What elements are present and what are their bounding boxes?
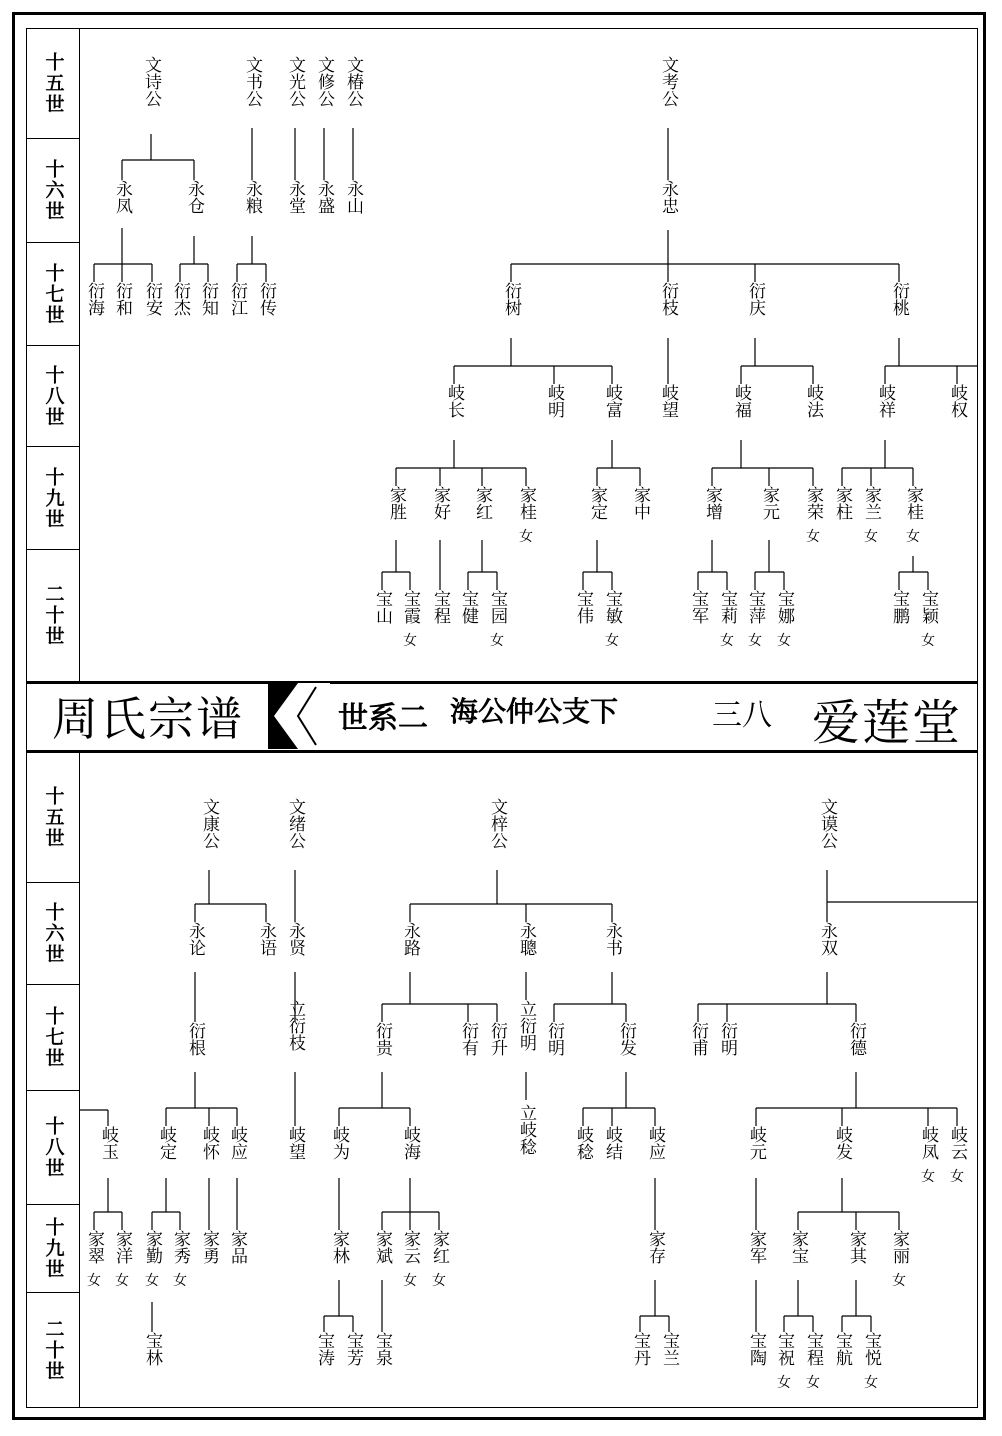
person-top-g18-1 xyxy=(542,384,566,425)
person-name: 衍树 xyxy=(501,282,521,316)
person-name: 家其 xyxy=(846,1230,866,1264)
person-name: 永语 xyxy=(256,922,276,956)
female-mark: 女 xyxy=(892,1273,906,1289)
person-name: 宝芳 xyxy=(343,1332,363,1366)
person-bottom-g18-8 xyxy=(571,1126,595,1167)
person-name: 衍贵 xyxy=(372,1022,392,1056)
person-bottom-g18-1 xyxy=(154,1126,178,1167)
person-name: 宝伟 xyxy=(573,590,593,624)
person-bottom-g18-6 xyxy=(398,1126,422,1167)
person-bottom-g19-14 xyxy=(887,1230,911,1291)
female-mark: 女 xyxy=(777,633,791,649)
person-name: 立衍枝 xyxy=(285,1000,305,1051)
person-top-g15-0 xyxy=(139,56,163,114)
person-bottom-g19-12 xyxy=(786,1230,810,1271)
person-name: 宝莉 xyxy=(717,590,737,624)
person-name: 文椿公 xyxy=(343,56,363,107)
person-name: 文梓公 xyxy=(487,798,507,849)
person-top-g20-4 xyxy=(485,590,509,651)
book-title: 周氏宗谱 xyxy=(52,692,244,746)
person-bottom-g20-0 xyxy=(140,1332,164,1373)
person-top-g17-5 xyxy=(225,282,249,323)
person-top-g16-1 xyxy=(182,180,206,221)
person-top-g20-7 xyxy=(686,590,710,631)
female-mark: 女 xyxy=(403,633,417,649)
person-name: 宝林 xyxy=(142,1332,162,1366)
female-mark: 女 xyxy=(864,529,878,545)
person-top-g20-11 xyxy=(887,590,911,631)
person-bottom-g20-8 xyxy=(801,1332,825,1393)
person-bottom-g18-3 xyxy=(225,1126,249,1167)
person-name: 衍根 xyxy=(185,1022,205,1056)
person-bottom-g16-5 xyxy=(600,922,624,963)
person-top-g17-3 xyxy=(168,282,192,323)
person-top-g19-0 xyxy=(384,486,408,527)
person-name: 家胜 xyxy=(386,486,406,520)
person-top-g18-2 xyxy=(600,384,624,425)
person-top-g19-8 xyxy=(801,486,825,547)
gen-label-16: 十六世 xyxy=(27,883,79,985)
person-bottom-g20-9 xyxy=(830,1332,854,1373)
person-bottom-g17-8 xyxy=(686,1022,710,1063)
gen-label-15: 十五世 xyxy=(27,29,79,139)
person-name: 永忠 xyxy=(658,180,678,214)
person-name: 岐望 xyxy=(285,1126,305,1160)
person-bottom-g19-9 xyxy=(427,1230,451,1291)
person-top-g19-5 xyxy=(628,486,652,527)
person-bottom-g20-1 xyxy=(312,1332,336,1373)
gen-label-19: 十九世 xyxy=(27,447,79,550)
person-top-g19-9 xyxy=(830,486,854,527)
person-name: 永粮 xyxy=(242,180,262,214)
person-name: 文诗公 xyxy=(141,56,161,107)
person-name: 岐应 xyxy=(645,1126,665,1160)
person-name: 文考公 xyxy=(658,56,678,107)
gen-label-20: 二十世 xyxy=(42,1318,65,1382)
person-name: 岐明 xyxy=(544,384,564,418)
person-bottom-g18-13 xyxy=(916,1126,940,1187)
person-top-g15-3 xyxy=(312,56,336,114)
person-name: 宝悦 xyxy=(861,1332,881,1366)
gen-label-15: 十五世 xyxy=(27,753,79,883)
person-name: 岐玉 xyxy=(98,1126,118,1160)
person-bottom-g19-10 xyxy=(643,1230,667,1271)
gen-label-18: 十八世 xyxy=(27,346,79,447)
gen-label-20: 二十世 xyxy=(42,584,65,647)
person-name: 岐云 xyxy=(947,1126,967,1160)
person-top-g20-9 xyxy=(743,590,767,651)
female-mark: 女 xyxy=(906,529,920,545)
person-name: 家定 xyxy=(587,486,607,520)
person-bottom-g19-8 xyxy=(398,1230,422,1291)
person-bottom-g18-2 xyxy=(197,1126,221,1167)
person-name: 宝兰 xyxy=(659,1332,679,1366)
person-top-g20-3 xyxy=(456,590,480,631)
person-bottom-g17-9 xyxy=(715,1022,739,1063)
person-name: 文绪公 xyxy=(285,798,305,849)
female-mark: 女 xyxy=(777,1375,791,1391)
person-name: 宝健 xyxy=(458,590,478,624)
person-top-g16-2 xyxy=(240,180,264,221)
person-name: 家中 xyxy=(630,486,650,520)
person-name: 家翠 xyxy=(84,1230,104,1264)
person-bottom-g18-7 xyxy=(514,1104,538,1162)
person-name: 家林 xyxy=(329,1230,349,1264)
person-top-g16-4 xyxy=(312,180,336,221)
person-name: 衍安 xyxy=(142,282,162,316)
female-mark: 女 xyxy=(950,1169,964,1185)
person-name: 文书公 xyxy=(242,56,262,107)
person-bottom-g18-9 xyxy=(600,1126,624,1167)
person-name: 宝程 xyxy=(803,1332,823,1366)
person-name: 永仓 xyxy=(184,180,204,214)
hall-name: 爱莲堂 xyxy=(812,695,963,751)
person-top-g15-5 xyxy=(656,56,680,114)
person-bottom-g17-4 xyxy=(485,1022,509,1063)
person-name: 宝山 xyxy=(372,590,392,624)
person-name: 宝园 xyxy=(487,590,507,624)
person-top-g20-6 xyxy=(600,590,624,651)
person-name: 宝丹 xyxy=(630,1332,650,1366)
person-bottom-g19-0 xyxy=(82,1230,106,1291)
person-name: 家秀 xyxy=(170,1230,190,1264)
person-name: 岐稔 xyxy=(573,1126,593,1160)
person-name: 衍庆 xyxy=(745,282,765,316)
person-name: 家斌 xyxy=(372,1230,392,1264)
person-bottom-g16-2 xyxy=(283,922,307,963)
person-top-g16-5 xyxy=(341,180,365,221)
person-top-g16-0 xyxy=(110,180,134,221)
person-bottom-g18-4 xyxy=(283,1126,307,1167)
person-bottom-g15-3 xyxy=(815,798,839,856)
gen-label-17: 十七世 xyxy=(27,243,79,346)
person-bottom-g19-13 xyxy=(844,1230,868,1271)
person-top-g17-0 xyxy=(82,282,106,323)
female-mark: 女 xyxy=(748,633,762,649)
person-name: 文康公 xyxy=(199,798,219,849)
person-top-g20-12 xyxy=(916,590,940,651)
person-name: 文谟公 xyxy=(817,798,837,849)
person-name: 家勤 xyxy=(142,1230,162,1264)
person-bottom-g16-6 xyxy=(815,922,839,963)
female-mark: 女 xyxy=(720,633,734,649)
person-name: 宝泉 xyxy=(372,1332,392,1366)
person-top-g17-7 xyxy=(499,282,523,323)
person-top-g15-4 xyxy=(341,56,365,114)
person-bottom-g16-3 xyxy=(398,922,422,963)
person-name: 永贤 xyxy=(285,922,305,956)
person-name: 永盛 xyxy=(314,180,334,214)
person-name: 家红 xyxy=(429,1230,449,1264)
person-bottom-g19-6 xyxy=(327,1230,351,1271)
person-bottom-g15-0 xyxy=(197,798,221,856)
person-name: 家桂 xyxy=(516,486,536,520)
person-bottom-g18-12 xyxy=(830,1126,854,1167)
person-name: 衍明 xyxy=(544,1022,564,1056)
person-name: 衍海 xyxy=(84,282,104,316)
person-top-g19-2 xyxy=(470,486,494,527)
person-bottom-g15-2 xyxy=(485,798,509,856)
person-top-g16-6 xyxy=(656,180,680,221)
person-name: 宝航 xyxy=(832,1332,852,1366)
person-bottom-g16-4 xyxy=(514,922,538,963)
person-name: 衍和 xyxy=(112,282,132,316)
person-top-g17-8 xyxy=(656,282,680,323)
person-bottom-g17-1 xyxy=(283,1000,307,1058)
person-top-g17-10 xyxy=(887,282,911,323)
person-top-g17-4 xyxy=(196,282,220,323)
female-mark: 女 xyxy=(806,1375,820,1391)
person-bottom-g18-5 xyxy=(327,1126,351,1167)
person-bottom-g18-10 xyxy=(643,1126,667,1167)
person-bottom-g20-7 xyxy=(772,1332,796,1393)
person-name: 家军 xyxy=(746,1230,766,1264)
female-mark: 女 xyxy=(490,633,504,649)
person-top-g20-10 xyxy=(772,590,796,651)
person-name: 衍传 xyxy=(256,282,276,316)
person-name: 家宝 xyxy=(788,1230,808,1264)
person-name: 宝萍 xyxy=(745,590,765,624)
person-name: 衍发 xyxy=(616,1022,636,1056)
person-name: 宝涛 xyxy=(314,1332,334,1366)
female-mark: 女 xyxy=(173,1273,187,1289)
person-name: 衍杰 xyxy=(170,282,190,316)
person-top-g20-8 xyxy=(715,590,739,651)
gen-label-16: 十六世 xyxy=(27,139,79,243)
person-name: 岐应 xyxy=(227,1126,247,1160)
person-top-g15-2 xyxy=(283,56,307,114)
person-name: 宝霞 xyxy=(400,590,420,624)
person-name: 宝鹏 xyxy=(889,590,909,624)
person-name: 宝颖 xyxy=(918,590,938,624)
person-name: 永双 xyxy=(817,922,837,956)
person-name: 家品 xyxy=(227,1230,247,1264)
person-bottom-g19-7 xyxy=(370,1230,394,1271)
person-name: 岐福 xyxy=(731,384,751,418)
person-name: 家红 xyxy=(472,486,492,520)
person-name: 永堂 xyxy=(285,180,305,214)
person-name: 家兰 xyxy=(861,486,881,520)
person-name: 宝军 xyxy=(688,590,708,624)
female-mark: 女 xyxy=(403,1273,417,1289)
person-top-g18-5 xyxy=(801,384,825,425)
person-bottom-g17-6 xyxy=(542,1022,566,1063)
person-bottom-g19-1 xyxy=(110,1230,134,1291)
person-name: 家丽 xyxy=(889,1230,909,1264)
person-name: 岐结 xyxy=(602,1126,622,1160)
person-top-g16-3 xyxy=(283,180,307,221)
person-top-g19-3 xyxy=(514,486,538,547)
person-name: 岐祥 xyxy=(875,384,895,418)
person-name: 衍明 xyxy=(717,1022,737,1056)
person-name: 岐定 xyxy=(156,1126,176,1160)
page-number: 三八 xyxy=(712,698,772,733)
person-name: 永路 xyxy=(400,922,420,956)
person-top-g17-1 xyxy=(110,282,134,323)
person-bottom-g20-3 xyxy=(370,1332,394,1373)
person-name: 宝祝 xyxy=(774,1332,794,1366)
person-bottom-g16-1 xyxy=(254,922,278,963)
person-top-g18-3 xyxy=(656,384,680,425)
person-name: 衍有 xyxy=(458,1022,478,1056)
person-top-g17-6 xyxy=(254,282,278,323)
person-top-g20-2 xyxy=(428,590,452,631)
person-name: 家增 xyxy=(702,486,722,520)
female-mark: 女 xyxy=(115,1273,129,1289)
female-mark: 女 xyxy=(605,633,619,649)
person-bottom-g18-11 xyxy=(744,1126,768,1167)
person-bottom-g17-7 xyxy=(614,1022,638,1063)
person-top-g15-1 xyxy=(240,56,264,114)
person-name: 岐权 xyxy=(947,384,967,418)
person-top-g19-10 xyxy=(859,486,883,547)
person-bottom-g17-2 xyxy=(370,1022,394,1063)
person-bottom-g19-2 xyxy=(140,1230,164,1291)
person-top-g19-4 xyxy=(585,486,609,527)
person-top-g18-6 xyxy=(873,384,897,425)
person-top-g20-5 xyxy=(571,590,595,631)
person-name: 文光公 xyxy=(285,56,305,107)
person-top-g18-7 xyxy=(945,384,969,425)
person-top-g19-1 xyxy=(428,486,452,527)
person-name: 岐长 xyxy=(444,384,464,418)
person-name: 家柱 xyxy=(832,486,852,520)
person-bottom-g17-0 xyxy=(183,1022,207,1063)
person-top-g18-0 xyxy=(442,384,466,425)
gen-label-18: 十八世 xyxy=(27,1091,79,1205)
person-name: 永山 xyxy=(343,180,363,214)
person-name: 家勇 xyxy=(199,1230,219,1264)
gen-label-17: 十七世 xyxy=(27,985,79,1091)
section-label: 世系二 xyxy=(338,701,428,736)
person-name: 岐海 xyxy=(400,1126,420,1160)
female-mark: 女 xyxy=(519,529,533,545)
person-bottom-g17-10 xyxy=(844,1022,868,1063)
female-mark: 女 xyxy=(921,1169,935,1185)
person-bottom-g20-10 xyxy=(859,1332,883,1393)
person-name: 岐元 xyxy=(746,1126,766,1160)
person-name: 岐为 xyxy=(329,1126,349,1160)
person-name: 家好 xyxy=(430,486,450,520)
person-name: 岐法 xyxy=(803,384,823,418)
female-mark: 女 xyxy=(864,1375,878,1391)
person-name: 立衍明 xyxy=(516,1000,536,1051)
person-top-g17-9 xyxy=(743,282,767,323)
person-bottom-g19-4 xyxy=(197,1230,221,1271)
person-name: 岐凤 xyxy=(918,1126,938,1160)
person-bottom-g19-3 xyxy=(168,1230,192,1291)
person-name: 永凤 xyxy=(112,180,132,214)
person-top-g20-0 xyxy=(370,590,394,631)
person-name: 宝陶 xyxy=(746,1332,766,1366)
person-name: 宝程 xyxy=(430,590,450,624)
person-bottom-g18-0 xyxy=(96,1126,120,1167)
branch-label: 海公仲公支下 xyxy=(450,695,619,728)
person-name: 衍桃 xyxy=(889,282,909,316)
person-name: 家荣 xyxy=(803,486,823,520)
person-name: 永论 xyxy=(185,922,205,956)
person-bottom-g17-5 xyxy=(514,1000,538,1058)
person-name: 衍枝 xyxy=(658,282,678,316)
person-top-g19-7 xyxy=(757,486,781,527)
female-mark: 女 xyxy=(432,1273,446,1289)
person-top-g19-6 xyxy=(700,486,724,527)
person-bottom-g19-11 xyxy=(744,1230,768,1271)
person-name: 衍甫 xyxy=(688,1022,708,1056)
person-name: 家存 xyxy=(645,1230,665,1264)
female-mark: 女 xyxy=(806,529,820,545)
person-bottom-g18-14 xyxy=(945,1126,969,1187)
person-name: 宝娜 xyxy=(774,590,794,624)
person-bottom-g17-3 xyxy=(456,1022,480,1063)
person-name: 岐发 xyxy=(832,1126,852,1160)
person-name: 宝敏 xyxy=(602,590,622,624)
person-name: 衍德 xyxy=(846,1022,866,1056)
person-name: 家桂 xyxy=(903,486,923,520)
person-name: 衍江 xyxy=(227,282,247,316)
person-bottom-g20-5 xyxy=(657,1332,681,1373)
person-name: 文修公 xyxy=(314,56,334,107)
person-top-g20-1 xyxy=(398,590,422,651)
person-bottom-g20-2 xyxy=(341,1332,365,1373)
person-bottom-g20-4 xyxy=(628,1332,652,1373)
person-name: 永聰 xyxy=(516,922,536,956)
female-mark: 女 xyxy=(145,1273,159,1289)
person-top-g19-11 xyxy=(901,486,925,547)
person-bottom-g19-5 xyxy=(225,1230,249,1271)
person-bottom-g20-6 xyxy=(744,1332,768,1373)
person-name: 家云 xyxy=(400,1230,420,1264)
person-name: 衍升 xyxy=(487,1022,507,1056)
person-top-g18-4 xyxy=(729,384,753,425)
person-bottom-g16-0 xyxy=(183,922,207,963)
person-name: 衍知 xyxy=(198,282,218,316)
person-name: 家洋 xyxy=(112,1230,132,1264)
female-mark: 女 xyxy=(87,1273,101,1289)
person-name: 永书 xyxy=(602,922,622,956)
person-name: 立岐稔 xyxy=(516,1104,536,1155)
gen-label-19: 十九世 xyxy=(27,1205,79,1293)
female-mark: 女 xyxy=(921,633,935,649)
person-name: 岐怀 xyxy=(199,1126,219,1160)
person-bottom-g15-1 xyxy=(283,798,307,856)
person-name: 家元 xyxy=(759,486,779,520)
person-name: 岐望 xyxy=(658,384,678,418)
person-name: 岐富 xyxy=(602,384,622,418)
person-top-g17-2 xyxy=(140,282,164,323)
